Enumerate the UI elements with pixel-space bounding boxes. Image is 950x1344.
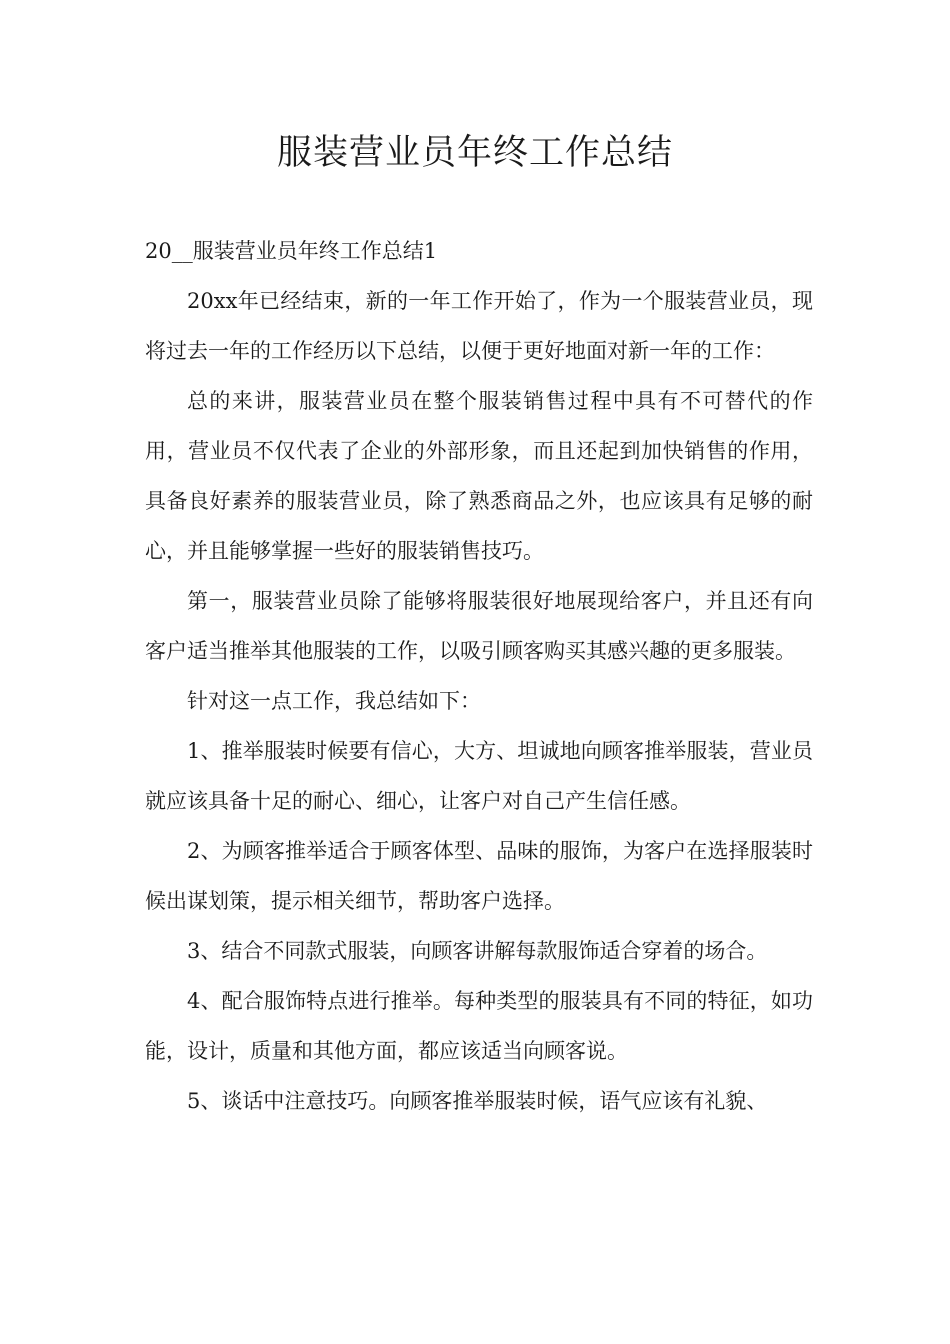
list-item: 5、谈话中注意技巧。向顾客推举服装时候，语气应该有礼貌、 xyxy=(187,1089,768,1113)
paragraph: 总的来讲，服装营业员在整个服装销售过程中具有不可替代的作用，营业员不仅代表了企业的外部形象，而且还起到加快销售的作用，具备良好素养的服装营业员，除了熟悉商品之外，也应该具有足够的耐心，并且能够掌握一些好的服装销售技巧。 xyxy=(145,389,813,563)
document-body xyxy=(145,226,813,1126)
document-title: 服装营业员年终工作总结 xyxy=(276,133,673,173)
list-item: 2、为顾客推举适合于顾客体型、品味的服饰，为客户在选择服装时候出谋划策，提示相关细节，帮助客户选择。 xyxy=(145,839,813,913)
list-item: 4、配合服饰特点进行推举。每种类型的服装具有不同的特征，如功能，设计，质量和其他方面，都应该适当向顾客说。 xyxy=(145,989,813,1063)
document-subtitle: 20__服装营业员年终工作总结1 xyxy=(145,239,438,263)
paragraph: 20xx年已经结束，新的一年工作开始了，作为一个服装营业员，现将过去一年的工作经历以下总结，以便于更好地面对新一年的工作： xyxy=(145,289,813,363)
paragraph: 第一，服装营业员除了能够将服装很好地展现给客户，并且还有向客户适当推举其他服装的工作，以吸引顾客购买其感兴趣的更多服装。 xyxy=(145,589,813,663)
list-item: 1、推举服装时候要有信心，大方、坦诚地向顾客推举服装，营业员就应该具备十足的耐心、细心，让客户对自己产生信任感。 xyxy=(145,739,813,813)
list-item: 3、结合不同款式服装，向顾客讲解每款服饰适合穿着的场合。 xyxy=(187,939,768,963)
paragraph: 针对这一点工作，我总结如下： xyxy=(187,689,481,713)
